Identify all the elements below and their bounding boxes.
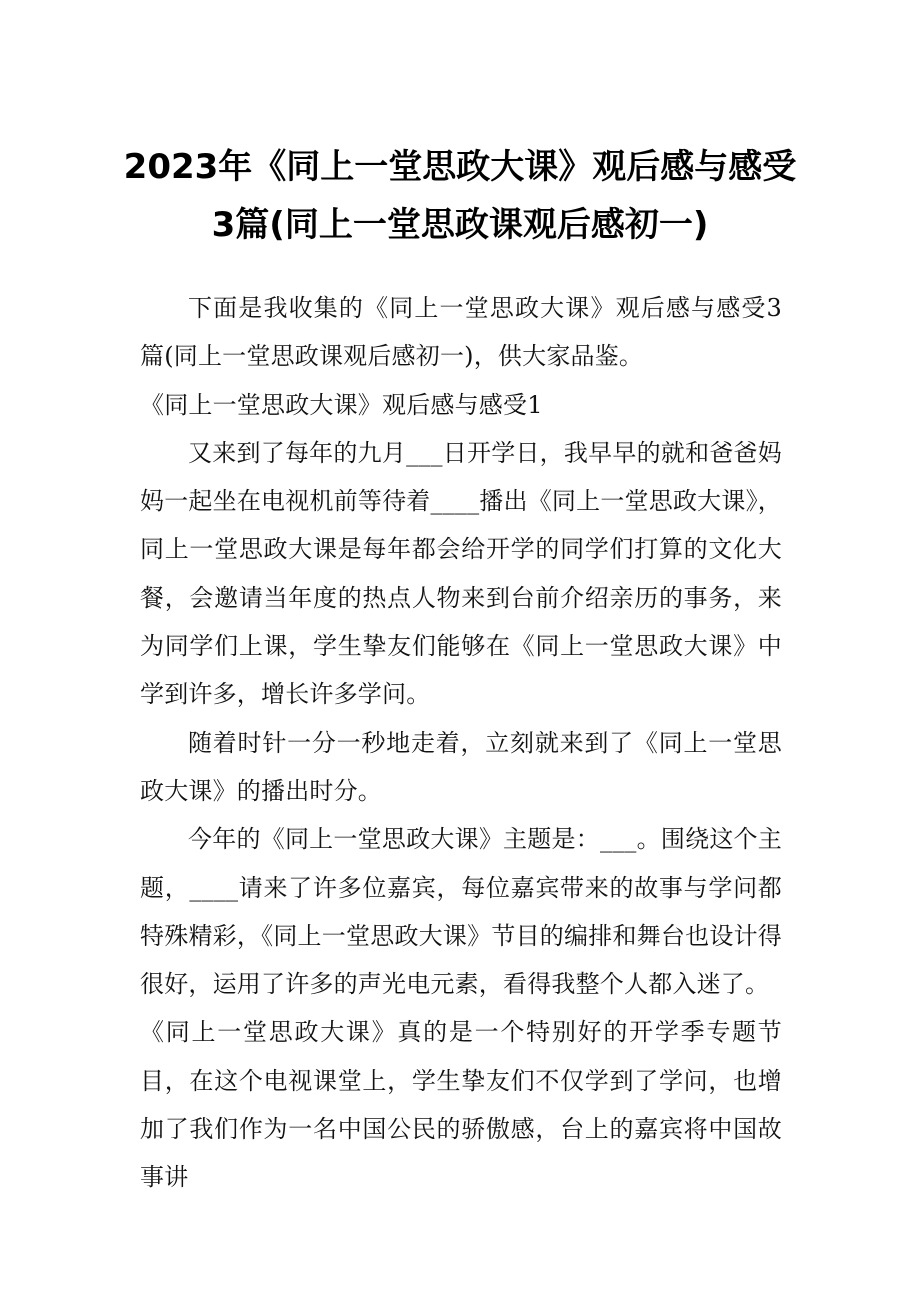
body-paragraph: 《同上一堂思政大课》真的是一个特别好的开学季专题节目，在这个电视课堂上，学生挚友们不仅学到了学问，也增加了我们作为一名中国公民的骄傲感，台上的嘉宾将中国故事讲 [140, 1018, 782, 1192]
document-title-line-1: 2023年《同上一堂思政大课》观后感与感受 [123, 147, 797, 187]
body-paragraph: 今年的《同上一堂思政大课》主题是：___。围绕这个主题，____请来了许多位嘉宾，每位嘉宾带来的故事与学问都特殊精彩，《同上一堂思政大课》节目的编排和舞台也设计得很好，运用了许多的声光电元素，看得我整个人都入迷了。 [140, 825, 782, 999]
document-title-line-2: 3篇(同上一堂思政课观后感初一) [211, 205, 709, 245]
body-paragraph: 又来到了每年的九月___日开学日，我早早的就和爸爸妈妈一起坐在电视机前等待着____播出《同上一堂思政大课》，同上一堂思政大课是每年都会给开学的同学们打算的文化大餐，会邀请当年度的热点人物来到台前介绍亲历的事务，来为同学们上课，学生挚友们能够在《同上一堂思政大课》中学到许多，增长许多学问。 [140, 438, 782, 709]
document-body [140, 284, 782, 1202]
section-heading: 《同上一堂思政大课》观后感与感受1 [140, 390, 543, 419]
body-paragraph: 随着时针一分一秒地走着，立刻就来到了《同上一堂思政大课》的播出时分。 [140, 728, 782, 805]
intro-paragraph: 下面是我收集的《同上一堂思政大课》观后感与感受3篇(同上一堂思政课观后感初一)，供大家品鉴。 [140, 294, 782, 371]
